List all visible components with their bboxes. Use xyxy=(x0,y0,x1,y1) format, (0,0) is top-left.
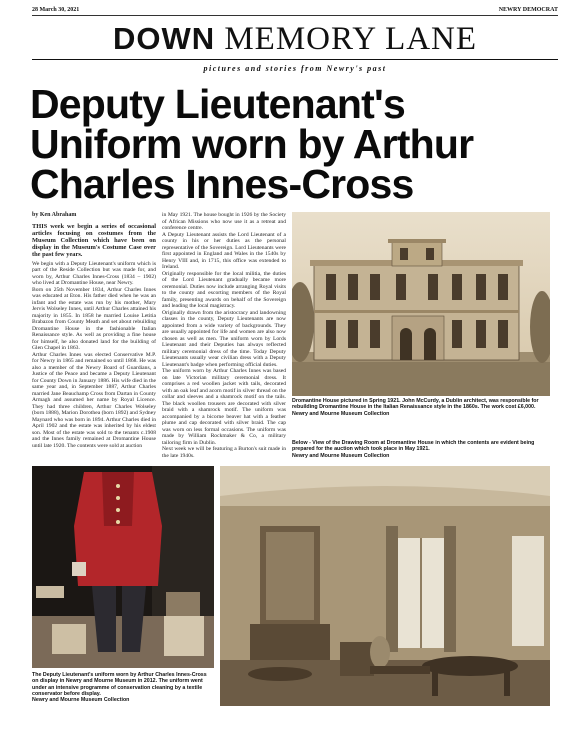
house-caption-credit: Newry and Mourne Museum Collection xyxy=(292,410,390,417)
dromantine-house-photo xyxy=(292,212,550,396)
uniform-caption-text: The Deputy Lieutenant's uniform worn by Arthur Charles Innes-Cross on display in Newry and Mourne Museum in 2012. The uniform went under an intensive programme of conservation cleaning by a textile conservator before display. xyxy=(32,672,207,697)
uniform-photo xyxy=(32,466,214,668)
page-header xyxy=(32,4,558,16)
issue-date: 28 March 30, 2021 xyxy=(32,6,80,13)
masthead-title-part2: MEMORY LANE xyxy=(215,21,478,57)
paragraph: Arthur Charles Innes was elected Conservative M.P. for Newry in 1865 and remained so until 1868. He was also a member of the Newry Board of Guardians, a Justice of the Peace and became a Deputy Lieutenant for County Down in January 1886. His wife died in the same year and, in September 1887, Arthur Charles married Jane Beauchamp Cross from Dartan in County Armagh and assumed her name by Royal Licence. They had three children, Arthur Charles Wolseley (born 1888), Marion Dorothea (born 1892) and Sydney Maynard who was born in 1894. Arthur Charles died in April 1902 and the estate was inherited by his eldest son. Most of the estate was sold to the tenants c.1908 and the Innes family remained at Dromantine House until late 1920. The contents were sold at auction xyxy=(32,351,156,449)
paper-name: NEWRY DEMOCRAT xyxy=(498,6,558,13)
paragraph: Originally drawn from the aristocracy and landowning classes in the county, Deputy Lieutenants are now appointed from a wide variety of backgrounds. They are usually appointed for life and women are also now chosen as well as men. The uniform worn by Lords Lieutenant and their Deputies has always reflected military ceremonial dress of the time. Today Deputy Lieutenants usually wear civilian dress with a Deputy Lieutenant's badge when performing official duties. xyxy=(162,309,286,368)
house-caption-text: Dromantine House pictured in Spring 1921. John McCurdy, a Dublin architect, was responsible for rebuilding Dromantine House in the Italian Renaissance style in the 1860s. The work cost £6,000. xyxy=(292,398,539,411)
uniform-caption-credit: Newry and Mourne Museum Collection xyxy=(32,697,130,704)
paragraph: Born on 25th November 1834, Arthur Charles Innes was educated at Eton. His father died when he was an infant and the estate was run by his mother, Mary Jervis Wolseley Innes, until Arthur Charles attained his majority in 1855. In 1858 he married Louise Letitia Brabazon from County Meath and set about rebuilding Dromantine House in the fashionable Italian Renaissance style. As well as providing a fine house for himself, he also donated land for the building of Glen Chapel in 1863. xyxy=(32,286,156,352)
article-lead: THIS week we begin a series of occasional articles focusing on costumes from the Museum Collection which have been on display in the Museum's Costume Case over the past few years. xyxy=(32,222,156,259)
paragraph: We begin with a Deputy Lieutenant's uniform which is part of the Reside Collection but was made for, and worn by, Arthur Charles Innes-Cross (1834 – 1902) who lived at Dromantine House, near Newry. xyxy=(32,260,156,287)
paragraph: A Deputy Lieutenant assists the Lord Lieutenant of a county in his or her duties as the personal representative of the Sovereign. Lord Lieutenants were first appointed in England and Wales in the 1540s by Henry VIII and, in 1715, this office was extended to Ireland. xyxy=(162,231,286,270)
paragraph: Next week we will be featuring a Burton's suit made in the late 1940s. xyxy=(162,446,286,459)
drawing-room-caption xyxy=(292,440,550,459)
drawing-room-caption-credit: Newry and Mourne Museum Collection xyxy=(292,452,390,459)
masthead-title xyxy=(32,22,558,56)
paragraph: Originally responsible for the local militia, the duties of the Lord Lieutenant gradually became more ceremonial. Duties now include arranging Royal visits to the county and escorting members of the Royal family, presenting awards on behalf of the Sovereign and leading the local magistracy. xyxy=(162,270,286,309)
house-caption xyxy=(292,398,550,417)
article-column-2 xyxy=(162,212,286,459)
masthead xyxy=(32,22,558,80)
article-column-1 xyxy=(32,212,156,449)
masthead-title-part1: DOWN xyxy=(112,21,216,56)
article-headline: Deputy Lieutenant's Uniform worn by Arthur Charles Innes-Cross xyxy=(30,81,474,207)
paragraph: The uniform worn by Arthur Charles Innes was based on late Victorian military ceremonial dress. It comprises a red woollen jacket with tails, decorated with an oak leaf and acorn motif in silver thread on the collar and sleeves and a shamrock motif on the tails. The black woollen trousers are decorated with silver braid with a shamrock motif. The uniform was accompanied by a bicorne beaver hat with a feather plume and cap decorated with silver braid. The cap was worn on less formal occasions. The uniform was made by William Rockmaker & Co, a military tailoring firm in Dublin. xyxy=(162,368,286,446)
drawing-room-photo xyxy=(220,466,550,706)
masthead-subtitle: pictures and stories from Newry's past xyxy=(203,64,387,73)
drawing-room-caption-text: Below - View of the Drawing Room at Dromantine House in which the contents are evident being prepared for the auction which took place in May 1921. xyxy=(292,440,535,453)
byline: by Ken Abraham xyxy=(32,212,77,218)
uniform-caption xyxy=(32,672,214,703)
paragraph: in May 1921. The house bought in 1926 by the Society of African Missions who now use it as a retreat and conference centre. xyxy=(162,212,286,231)
masthead-rule xyxy=(32,59,558,60)
